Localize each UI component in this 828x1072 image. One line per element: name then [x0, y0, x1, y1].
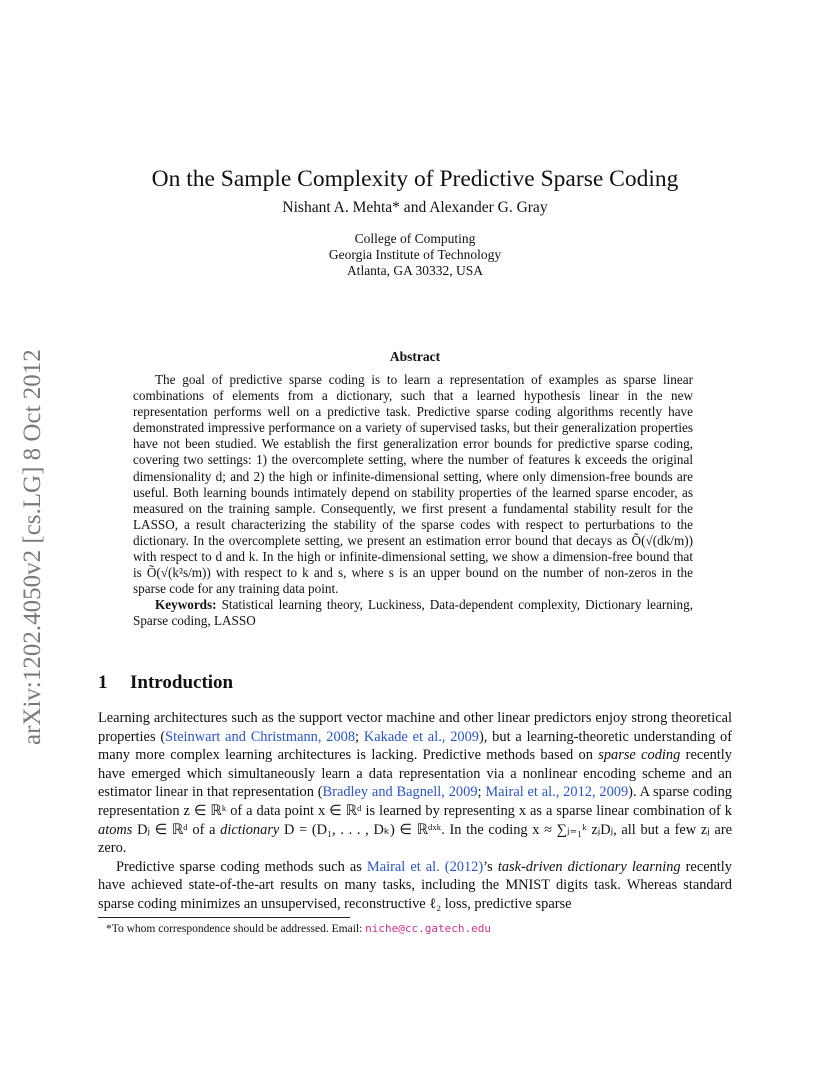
text-run: Dⱼ ∈ ℝᵈ of a — [132, 821, 221, 838]
keywords-label: Keywords: — [155, 597, 217, 613]
intro-paragraph-1 — [98, 709, 732, 858]
text-run: ; — [355, 728, 364, 745]
emphasis-text: task-driven dictionary learning — [497, 858, 681, 875]
citation-link[interactable]: Kakade et al., 2009 — [363, 728, 479, 745]
text-run: ’s — [483, 858, 498, 875]
affiliation — [98, 231, 732, 279]
paper-title: On the Sample Complexity of Predictive Sparse Coding — [151, 165, 679, 192]
intro-paragraph-2 — [98, 858, 732, 914]
keywords-text: Statistical learning theory, Luckiness, Data-dependent complexity, Dictionary learning, Sparse coding, LASSO — [133, 597, 694, 629]
abstract-text: The goal of predictive sparse coding is to learn a representation of examples as sparse linear combinations of elements from a dictionary, such that a learned hypothesis linear in the new representation performs well on a predictive task. Predictive sparse coding algorithms recently have demonstrated impressive performance on a variety of supervised tasks, but their generalization properties have not been studied. We establish the first generalization error bounds for predictive sparse coding, covering two settings: 1) the overcomplete setting, where the number of features k exceeds the original dimensionality d; and 2) the high or infinite-dimensional setting, where only dimension-free bounds are useful. Both learning bounds intimately depend on stability properties of the learned sparse encoder, as measured on the training sample. Consequently, we first present a fundamental stability result for the LASSO, a result characterizing the stability of the sparse codes with respect to perturbations to the dictionary. In the overcomplete setting, we present an estimation error bound that decays as Õ(√(dk/m)) with respect to d and k. In the high or infinite-dimensional setting, we show a dimension-free bound that is Õ(√(k²s/m)) with respect to k and s, where s is an upper bound on the number of non-zeros in the sparse code for any training data point. — [133, 372, 693, 597]
text-run: ). A sparse coding representation z ∈ ℝᵏ of a data point x ∈ ℝᵈ is learned by representing x as a sparse linear combination of k — [98, 784, 732, 819]
citation-link[interactable]: Mairal et al. (2012) — [366, 858, 484, 875]
text-run: ), but a learning-theoretic understanding of many more complex learning architectures is lacking. Predictive methods based on — [98, 728, 732, 764]
arxiv-stamp: arXiv:1202.4050v2 [cs.LG] 8 Oct 2012 — [19, 349, 46, 745]
text-run: recently have emerged which simultaneously learn a data representation via a nonlinear encoding scheme and an estimator linear in that representation ( — [98, 747, 733, 801]
section-heading — [98, 672, 732, 694]
footnote-rule — [98, 917, 350, 918]
section-number: 1 — [98, 672, 108, 693]
body-text — [98, 709, 732, 914]
text-run: D = (D₁, . . . , Dₖ) ∈ ℝᵈˣᵏ. In the coding x ≈ ∑ⱼ₌₁ᵏ zⱼDⱼ, all but a few zⱼ are zero. — [98, 821, 732, 857]
text-run: Predictive sparse coding methods such as — [116, 858, 367, 875]
keywords — [133, 597, 693, 629]
emphasis-text: sparse coding — [598, 747, 681, 764]
text-run: Learning architectures such as the support vector machine and other linear predictors enjoy strong theoretical properties ( — [98, 710, 732, 745]
citation-link[interactable]: Mairal et al., 2012, 2009 — [485, 784, 629, 801]
author-list: Nishant A. Mehta* and Alexander G. Gray — [282, 199, 548, 216]
abstract-heading: Abstract — [389, 349, 441, 364]
affiliation-line: College of Computing — [354, 231, 476, 246]
citation-link[interactable]: Steinwart and Christmann, 2008 — [165, 728, 356, 745]
footnote — [98, 922, 740, 935]
section-title: Introduction — [130, 672, 234, 693]
affiliation-line: Georgia Institute of Technology — [328, 247, 502, 262]
affiliation-line: Atlanta, GA 30332, USA — [346, 263, 484, 278]
email-link[interactable]: niche@cc.gatech.edu — [365, 922, 491, 935]
footnote-text: *To whom correspondence should be addressed. Email: — [106, 923, 366, 935]
text-run: ; — [477, 784, 486, 801]
citation-link[interactable]: Bradley and Bagnell, 2009 — [322, 784, 478, 801]
emphasis-text: atoms — [98, 821, 133, 838]
emphasis-text: dictionary — [220, 821, 280, 838]
abstract-block — [133, 372, 693, 630]
text-run: recently have achieved state-of-the-art results on many tasks, including the MNIST digits task. Whereas standard sparse coding minimizes an unsupervised, reconstructive ℓ₂ loss, predictive sparse — [98, 858, 732, 912]
